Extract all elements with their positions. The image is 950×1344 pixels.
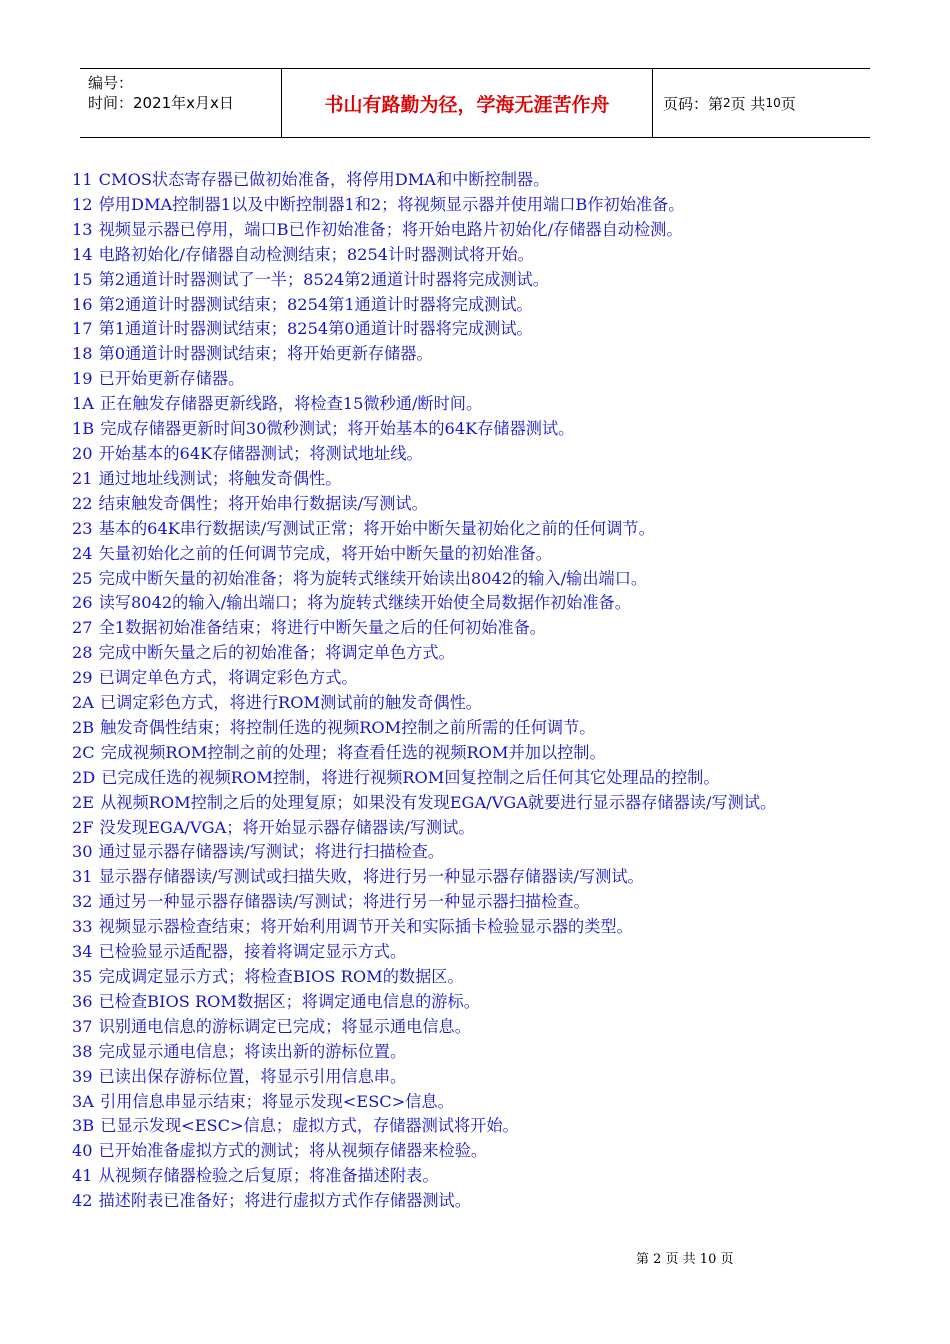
post-code: 26 bbox=[72, 593, 93, 613]
post-code: 2A bbox=[72, 693, 94, 713]
post-code-line bbox=[72, 193, 880, 218]
post-code-line bbox=[72, 367, 880, 392]
post-code: 2E bbox=[72, 792, 95, 812]
page-suffix: 页 bbox=[780, 94, 796, 113]
post-code-line bbox=[72, 1065, 880, 1090]
post-code-list bbox=[72, 168, 880, 1214]
post-code-description: 描述附表已准备好；将进行虚拟方式作存储器测试。 bbox=[98, 1191, 471, 1211]
post-code-description: 已调定单色方式，将调定彩色方式。 bbox=[98, 668, 358, 688]
post-code: 29 bbox=[72, 668, 93, 688]
post-code-description: 已显示发现<ESC>信息；虚拟方式，存储器测试将开始。 bbox=[100, 1116, 519, 1136]
post-code-line bbox=[72, 567, 880, 592]
post-code-line bbox=[72, 591, 880, 616]
post-code-description: 基本的64K串行数据读/写测试正常；将开始中断矢量初始化之前的任何调节。 bbox=[98, 518, 655, 538]
page-total: 10 bbox=[765, 96, 781, 110]
post-code: 19 bbox=[72, 369, 93, 389]
post-code-description: 触发奇偶性结束；将控制任选的视频ROM控制之前所需的任何调节。 bbox=[100, 717, 596, 737]
post-code-description: 第0通道计时器测试结束；将开始更新存储器。 bbox=[98, 344, 433, 364]
post-code-description: 通过另一种显示器存储器读/写测试；将进行另一种显示器扫描检查。 bbox=[98, 892, 590, 912]
post-code: 2D bbox=[72, 767, 96, 787]
post-code-description: 结束触发奇偶性；将开始串行数据读/写测试。 bbox=[98, 493, 428, 513]
post-code-description: 完成存储器更新时间30微秒测试；将开始基本的64K存储器测试。 bbox=[100, 419, 575, 439]
post-code: 34 bbox=[72, 942, 93, 962]
post-code-line bbox=[72, 1015, 880, 1040]
post-code-line bbox=[72, 492, 880, 517]
post-code: 14 bbox=[72, 244, 93, 264]
post-code: 2F bbox=[72, 817, 94, 837]
post-code-description: 识别通电信息的游标调定已完成；将显示通电信息。 bbox=[98, 1016, 471, 1036]
post-code-description: 第2通道计时器测试结束；8254第1通道计时器将完成测试。 bbox=[98, 294, 533, 314]
post-code-line bbox=[72, 1164, 880, 1189]
post-code-description: 已开始准备虚拟方式的测试；将从视频存储器来检验。 bbox=[98, 1141, 488, 1161]
post-code-line bbox=[72, 691, 880, 716]
post-code-line bbox=[72, 840, 880, 865]
post-code-description: 已开始更新存储器。 bbox=[98, 369, 245, 389]
post-code-line bbox=[72, 1090, 880, 1115]
post-code-description: 矢量初始化之前的任何调节完成，将开始中断矢量的初始准备。 bbox=[98, 543, 552, 563]
post-code: 3A bbox=[72, 1091, 94, 1111]
post-code-line bbox=[72, 965, 880, 990]
post-code: 28 bbox=[72, 643, 93, 663]
post-code-description: 正在触发存储器更新线路，将检查15微秒通/断时间。 bbox=[100, 394, 483, 414]
post-code-line bbox=[72, 1189, 880, 1214]
post-code-line bbox=[72, 766, 880, 791]
post-code: 37 bbox=[72, 1016, 93, 1036]
post-code: 1A bbox=[72, 394, 94, 414]
post-code-line bbox=[72, 392, 880, 417]
post-code: 1B bbox=[72, 419, 95, 439]
post-code: 22 bbox=[72, 493, 93, 513]
page-header bbox=[80, 68, 870, 138]
post-code: 2B bbox=[72, 717, 95, 737]
post-code: 35 bbox=[72, 967, 93, 986]
post-code: 24 bbox=[72, 543, 93, 563]
post-code-description: 全1数据初始准备结束；将进行中断矢量之后的任何初始准备。 bbox=[98, 618, 546, 638]
post-code: 23 bbox=[72, 518, 93, 538]
post-code: 18 bbox=[72, 344, 93, 364]
header-page-info bbox=[653, 69, 870, 137]
post-code-line bbox=[72, 865, 880, 890]
post-code-line bbox=[72, 442, 880, 467]
post-code-description: 完成中断矢量之后的初始准备；将调定单色方式。 bbox=[98, 643, 455, 663]
post-code-description: CMOS状态寄存器已做初始准备，将停用DMA和中断控制器。 bbox=[98, 170, 550, 189]
post-code-description: 已检验显示适配器，接着将调定显示方式。 bbox=[98, 942, 407, 962]
post-code-description: 已完成任选的视频ROM控制，将进行视频ROM回复控制之后任何其它处理品的控制。 bbox=[101, 767, 720, 787]
post-code: 40 bbox=[72, 1141, 93, 1161]
doc-number-label: 编号： bbox=[88, 74, 134, 92]
post-code: 20 bbox=[72, 443, 93, 463]
post-code-description: 没发现EGA/VGA；将开始显示器存储器读/写测试。 bbox=[99, 817, 475, 837]
post-code: 42 bbox=[72, 1191, 93, 1211]
post-code-description: 电路初始化/存储器自动检测结束；8254计时器测试将开始。 bbox=[98, 244, 534, 264]
post-code: 13 bbox=[72, 219, 93, 239]
post-code: 33 bbox=[72, 917, 93, 937]
post-code-line bbox=[72, 467, 880, 492]
post-code: 15 bbox=[72, 269, 93, 289]
post-code: 25 bbox=[72, 568, 93, 588]
post-code: 17 bbox=[72, 319, 93, 339]
page-footer: 第 2 页 共 10 页 bbox=[636, 1252, 734, 1267]
page-number: 2 bbox=[723, 96, 731, 110]
post-code-line bbox=[72, 268, 880, 293]
post-code-line bbox=[72, 1139, 880, 1164]
post-code-description: 从视频ROM控制之后的处理复原；如果没有发现EGA/VGA就要进行显示器存储器读/写测试。 bbox=[100, 792, 777, 812]
post-code-line bbox=[72, 940, 880, 965]
post-code-description: 第2通道计时器测试了一半；8524第2通道计时器将完成测试。 bbox=[98, 269, 549, 289]
post-code: 41 bbox=[72, 1166, 93, 1186]
post-code-description: 已检查BIOS ROM数据区；将调定通电信息的游标。 bbox=[98, 991, 480, 1011]
post-code-line bbox=[72, 218, 880, 243]
post-code: 36 bbox=[72, 991, 93, 1011]
post-code-line bbox=[72, 816, 880, 841]
post-code-description: 停用DMA控制器1以及中断控制器1和2；将视频显示器并使用端口B作初始准备。 bbox=[98, 194, 685, 214]
post-code-description: 通过地址线测试；将触发奇偶性。 bbox=[98, 468, 342, 488]
post-code-line bbox=[72, 990, 880, 1015]
post-code-line bbox=[72, 741, 880, 766]
post-code-line bbox=[72, 641, 880, 666]
post-code-line bbox=[72, 1114, 880, 1139]
page-mid: 页 共 bbox=[730, 94, 766, 113]
post-code-description: 视频显示器检查结束；将开始利用调节开关和实际插卡检验显示器的类型。 bbox=[98, 917, 633, 937]
post-code-line bbox=[72, 317, 880, 342]
post-code: 30 bbox=[72, 842, 93, 862]
post-code: 39 bbox=[72, 1066, 93, 1086]
post-code: 21 bbox=[72, 468, 93, 488]
post-code-description: 完成调定显示方式；将检查BIOS ROM的数据区。 bbox=[98, 967, 464, 986]
post-code-description: 引用信息串显示结束；将显示发现<ESC>信息。 bbox=[100, 1091, 454, 1111]
post-code-description: 已调定彩色方式，将进行ROM测试前的触发奇偶性。 bbox=[100, 693, 482, 713]
header-meta bbox=[80, 69, 282, 137]
post-code: 2C bbox=[72, 742, 95, 762]
post-code-description: 从视频存储器检验之后复原；将准备描述附表。 bbox=[98, 1166, 439, 1186]
post-code: 31 bbox=[72, 867, 93, 887]
post-code-description: 开始基本的64K存储器测试；将测试地址线。 bbox=[98, 443, 423, 463]
post-code-description: 读写8042的输入/输出端口；将为旋转式继续开始使全局数据作初始准备。 bbox=[98, 593, 631, 613]
post-code-line bbox=[72, 890, 880, 915]
post-code-line bbox=[72, 342, 880, 367]
doc-time-label: 时间：2021年x月x日 bbox=[88, 94, 234, 112]
post-code-description: 第1通道计时器测试结束；8254第0通道计时器将完成测试。 bbox=[98, 319, 533, 339]
post-code: 32 bbox=[72, 892, 93, 912]
post-code-line bbox=[72, 666, 880, 691]
post-code-description: 显示器存储器读/写测试或扫描失败，将进行另一种显示器存储器读/写测试。 bbox=[98, 867, 644, 887]
post-code: 12 bbox=[72, 194, 93, 214]
page-prefix: 页码：第 bbox=[663, 94, 724, 113]
post-code-description: 完成视频ROM控制之前的处理；将查看任选的视频ROM并加以控制。 bbox=[100, 742, 606, 762]
post-code: 3B bbox=[72, 1116, 95, 1136]
post-code: 16 bbox=[72, 294, 93, 314]
post-code-line bbox=[72, 243, 880, 268]
post-code-description: 完成中断矢量的初始准备；将为旋转式继续开始读出8042的输入/输出端口。 bbox=[98, 568, 648, 588]
post-code: 38 bbox=[72, 1041, 93, 1061]
post-code-line bbox=[72, 417, 880, 442]
post-code: 27 bbox=[72, 618, 93, 638]
post-code-description: 视频显示器已停用，端口B已作初始准备；将开始电路片初始化/存储器自动检测。 bbox=[98, 219, 683, 239]
post-code-description: 已读出保存游标位置，将显示引用信息串。 bbox=[98, 1066, 407, 1086]
post-code-line bbox=[72, 616, 880, 641]
post-code: 11 bbox=[72, 170, 93, 189]
post-code-line bbox=[72, 1040, 880, 1065]
post-code-description: 通过显示器存储器读/写测试；将进行扫描检查。 bbox=[98, 842, 444, 862]
post-code-line bbox=[72, 915, 880, 940]
post-code-line bbox=[72, 293, 880, 318]
post-code-line bbox=[72, 168, 880, 193]
post-code-line bbox=[72, 542, 880, 567]
post-code-line bbox=[72, 517, 880, 542]
post-code-line bbox=[72, 716, 880, 741]
header-motto: 书山有路勤为径，学海无涯苦作舟 bbox=[282, 69, 653, 137]
post-code-line bbox=[72, 791, 880, 816]
post-code-description: 完成显示通电信息；将读出新的游标位置。 bbox=[98, 1041, 407, 1061]
